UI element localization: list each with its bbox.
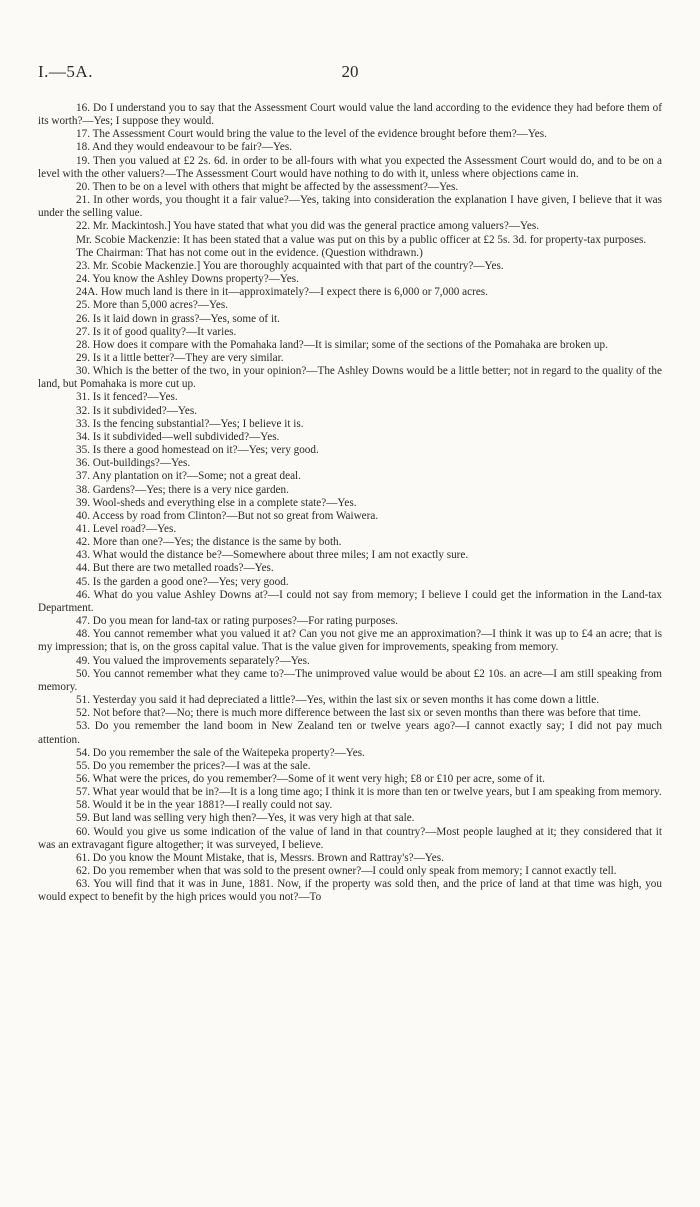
evidence-paragraph: 59. But land was selling very high then?—Yes, it was very high at that sale. bbox=[76, 812, 415, 825]
evidence-paragraph: 33. Is the fencing substantial?—Yes; I believe it is. bbox=[76, 417, 304, 430]
evidence-paragraph: 21. In other words, you thought it a fair value?—Yes, taking into consideration the explanation I have given, I believe that it was under the selling value. bbox=[38, 194, 662, 220]
evidence-paragraph: 23. Mr. Scobie Mackenzie.] You are thoroughly acquainted with that part of the country?—Yes. bbox=[76, 259, 504, 272]
evidence-paragraph: 56. What were the prices, do you remember?—Some of it went very high; £8 or £10 per acre, some of it. bbox=[76, 772, 545, 785]
evidence-paragraph: 45. Is the garden a good one?—Yes; very good. bbox=[76, 575, 289, 588]
evidence-paragraph: 18. And they would endeavour to be fair?—Yes. bbox=[76, 141, 293, 154]
evidence-paragraph: 27. Is it of good quality?—It varies. bbox=[76, 325, 237, 338]
evidence-paragraph: 44. But there are two metalled roads?—Yes. bbox=[76, 562, 274, 575]
evidence-paragraph: 43. What would the distance be?—Somewhere about three miles; I am not exactly sure. bbox=[76, 549, 469, 562]
evidence-paragraph: The Chairman: That has not come out in the evidence. (Question withdrawn.) bbox=[76, 246, 423, 259]
evidence-paragraph: 38. Gardens?—Yes; there is a very nice garden. bbox=[76, 483, 289, 496]
evidence-paragraph: 51. Yesterday you said it had depreciated a little?—Yes, within the last six or seven months it has come down a little. bbox=[76, 694, 600, 707]
evidence-paragraph: 37. Any plantation on it?—Some; not a great deal. bbox=[76, 470, 301, 483]
evidence-paragraph: Mr. Scobie Mackenzie: It has been stated that a value was put on this by a public officer at £2 5s. 3d. for property-tax purposes. bbox=[76, 233, 647, 246]
evidence-paragraph: 58. Would it be in the year 1881?—I really could not say. bbox=[76, 799, 333, 812]
page-number: 20 bbox=[341, 62, 359, 81]
evidence-paragraph: 55. Do you remember the prices?—I was at the sale. bbox=[76, 759, 311, 772]
evidence-paragraph: 61. Do you know the Mount Mistake, that is, Messrs. Brown and Rattray's?—Yes. bbox=[76, 851, 444, 864]
evidence-paragraph: 50. You cannot remember what they came to?—The unimproved value would be about £2 10s. an acre—I am still speaking from memory. bbox=[38, 667, 662, 693]
evidence-paragraph: 25. More than 5,000 acres?—Yes. bbox=[76, 299, 229, 312]
evidence-paragraph: 24. You know the Ashley Downs property?—Yes. bbox=[76, 273, 299, 286]
evidence-paragraph: 39. Wool-sheds and everything else in a complete state?—Yes. bbox=[76, 496, 357, 509]
evidence-paragraph: 42. More than one?—Yes; the distance is the same by both. bbox=[76, 536, 342, 549]
evidence-paragraph: 29. Is it a little better?—They are very similar. bbox=[76, 351, 284, 364]
evidence-paragraph: 17. The Assessment Court would bring the value to the level of the evidence brought before them?—Yes. bbox=[76, 128, 547, 141]
page-header bbox=[38, 62, 662, 84]
evidence-paragraph: 36. Out-buildings?—Yes. bbox=[76, 457, 191, 470]
evidence-paragraph: 48. You cannot remember what you valued it at? Can you not give me an approximation?—I think it was up to £4 an acre; that is my impression; that is, on the gross capital value. That is the value given for improvements, speaking from memory. bbox=[38, 628, 662, 654]
evidence-paragraph: 47. Do you mean for land-tax or rating purposes?—For rating purposes. bbox=[76, 615, 398, 628]
evidence-paragraph: 52. Not before that?—No; there is much more difference between the last six or seven months than there was before that time. bbox=[76, 707, 641, 720]
evidence-paragraph: 46. What do you value Ashley Downs at?—I could not say from memory; I believe I could get the information in the Land-tax Department. bbox=[38, 588, 662, 614]
paper-reference: I.—5A. bbox=[38, 62, 93, 81]
evidence-paragraph: 41. Level road?—Yes. bbox=[76, 523, 177, 535]
evidence-paragraph: 20. Then to be on a level with others that might be affected by the assessment?—Yes. bbox=[76, 180, 459, 193]
evidence-paragraph: 53. Do you remember the land boom in New Zealand ten or twelve years ago?—I cannot exactly say; I did not pay much attention. bbox=[38, 720, 662, 746]
evidence-paragraph: 19. Then you valued at £2 2s. 6d. in order to be all-fours with what you expected the Assessment Court would do, and to be on a level with the other valuers?—The Assessment Court would have nothing to do with it, unless where objections came in. bbox=[38, 154, 662, 180]
evidence-paragraph: 26. Is it laid down in grass?—Yes, some of it. bbox=[76, 312, 280, 325]
evidence-paragraph: 57. What year would that be in?—It is a long time ago; I think it is more than ten or twelve years, but I am speaking from memory. bbox=[76, 786, 662, 799]
evidence-paragraph: 24A. How much land is there in it—approximately?—I expect there is 6,000 or 7,000 acres. bbox=[76, 286, 488, 299]
evidence-text bbox=[38, 102, 662, 905]
evidence-paragraph: 60. Would you give us some indication of the value of land in that country?—Most people laughed at it; they considered that it was an extravagant figure altogether; it was surveyed, I believe. bbox=[38, 825, 662, 851]
evidence-paragraph: 62. Do you remember when that was sold to the present owner?—I could only speak from memory; I cannot exactly tell. bbox=[76, 865, 617, 878]
evidence-paragraph: 28. How does it compare with the Pomahaka land?—It is similar; some of the sections of the Pomahaka are broken up. bbox=[76, 338, 608, 351]
evidence-paragraph: 16. Do I understand you to say that the Assessment Court would value the land according to the evidence they had before them of its worth?—Yes; I suppose they would. bbox=[38, 102, 662, 128]
evidence-paragraph: 40. Access by road from Clinton?—But not so great from Waiwera. bbox=[76, 509, 379, 522]
evidence-paragraph: 34. Is it subdivided—well subdivided?—Yes. bbox=[76, 430, 280, 443]
evidence-paragraph: 54. Do you remember the sale of the Waitepeka property?—Yes. bbox=[76, 746, 365, 759]
evidence-paragraph: 30. Which is the better of the two, in your opinion?—The Ashley Downs would be a little better; not in regard to the quality of the land, but Pomahaka is more cut up. bbox=[38, 365, 662, 391]
evidence-paragraph: 49. You valued the improvements separately?—Yes. bbox=[76, 654, 310, 667]
evidence-paragraph: 63. You will find that it was in June, 1881. Now, if the property was sold then, and the price of land at that time was high, you would expect to benefit by the high prices would you not?—To bbox=[38, 878, 662, 904]
evidence-paragraph: 22. Mr. Mackintosh.] You have stated that what you did was the general practice among valuers?—Yes. bbox=[76, 220, 540, 233]
evidence-paragraph: 32. Is it subdivided?—Yes. bbox=[76, 404, 197, 417]
evidence-paragraph: 31. Is it fenced?—Yes. bbox=[76, 391, 178, 404]
evidence-paragraph: 35. Is there a good homestead on it?—Yes; very good. bbox=[76, 444, 319, 457]
